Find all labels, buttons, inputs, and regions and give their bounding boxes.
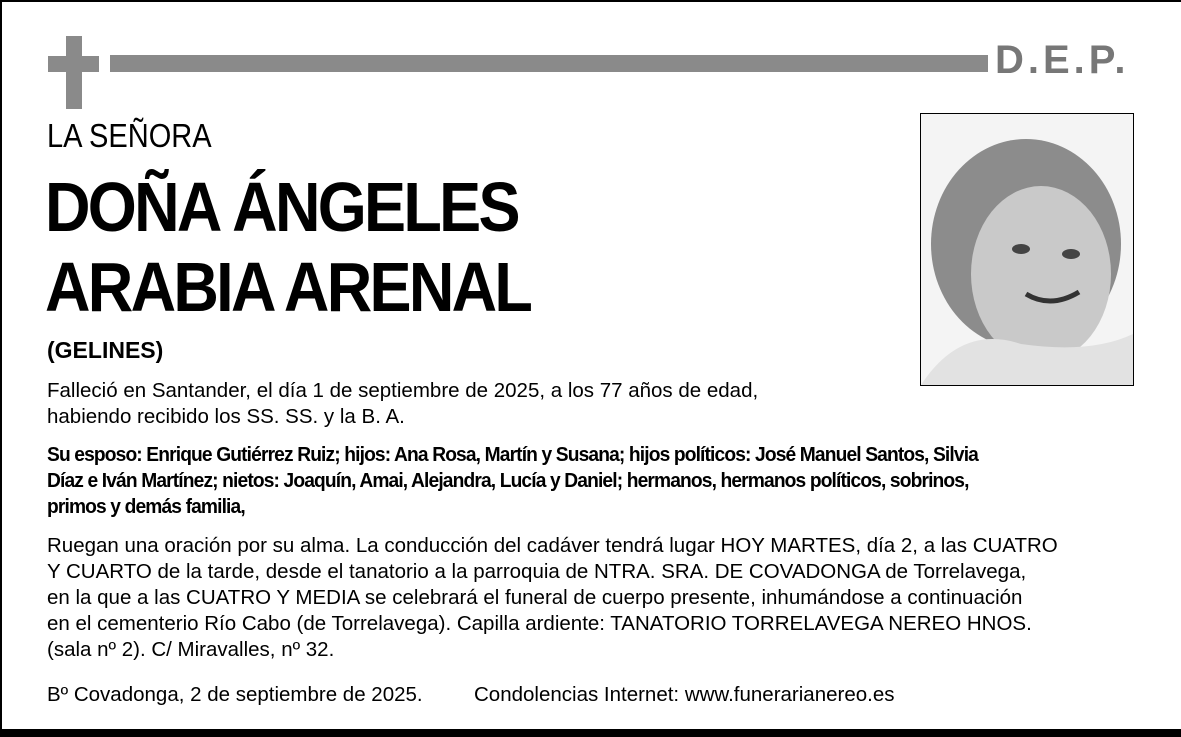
death-line-2: habiendo recibido los SS. SS. y la B. A. [47, 405, 405, 428]
dep-label: D.E.P. [995, 38, 1130, 82]
ceremony-line-2: Y CUARTO de la tarde, desde el tanatorio a la parroquia de NTRA. SRA. DE COVADONGA de Torrelavega, [47, 560, 1027, 583]
name-line-1: DOÑA ÁNGELES [45, 168, 518, 246]
title-prefix: LA SEÑORA [47, 117, 212, 154]
cross-icon [66, 36, 82, 109]
header-rule [110, 55, 988, 72]
ceremony-line-3: en la que a las CUATRO Y MEDIA se celebrará el funeral de cuerpo presente, inhumándose a continuación [47, 586, 1023, 609]
death-line-1: Falleció en Santander, el día 1 de septiembre de 2025, a los 77 años de edad, [47, 379, 759, 402]
name-line-2: ARABIA ARENAL [45, 248, 531, 326]
footer-place-date: Bº Covadonga, 2 de septiembre de 2025. [47, 683, 423, 706]
family-line-2: Díaz e Iván Martínez; nietos: Joaquín, Amai, Alejandra, Lucía y Daniel; hermanos, hermanos políticos, sobrinos, [47, 470, 969, 492]
cross-icon-bar [48, 56, 99, 72]
ceremony-line-1: Ruegan una oración por su alma. La conducción del cadáver tendrá lugar HOY MARTES, día 2, a las CUATRO [47, 534, 1058, 557]
family-line-3: primos y demás familia, [47, 496, 245, 518]
portrait-photo [920, 113, 1134, 386]
ceremony-line-5: (sala nº 2). C/ Miravalles, nº 32. [47, 638, 335, 661]
footer-condolences: Condolencias Internet: www.funerarianereo.es [474, 683, 895, 706]
nickname: (GELINES) [47, 337, 164, 363]
ceremony-line-4: en el cementerio Río Cabo (de Torrelavega). Capilla ardiente: TANATORIO TORRELAVEGA NEREO HNOS. [47, 612, 1032, 635]
family-line-1: Su esposo: Enrique Gutiérrez Ruiz; hijos: Ana Rosa, Martín y Susana; hijos políticos: José Manuel Santos, Silvia [47, 444, 978, 466]
